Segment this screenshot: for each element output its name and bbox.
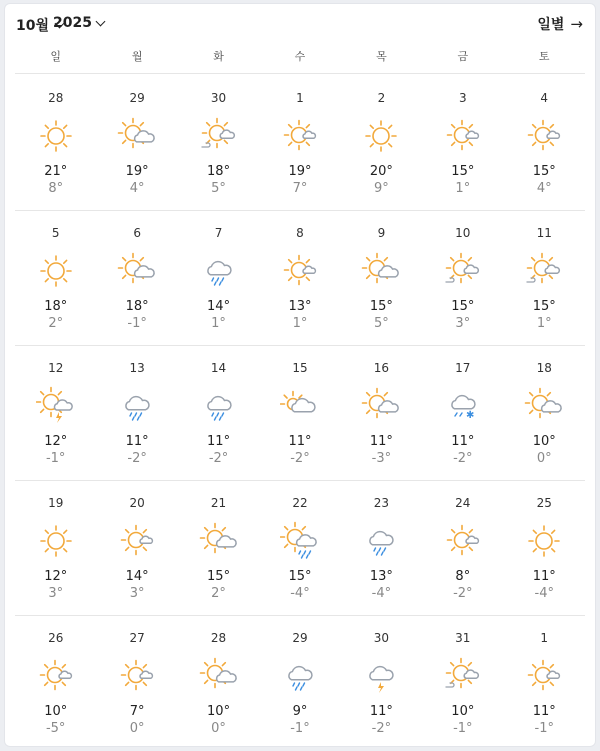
low-temperature: 1° — [292, 316, 308, 331]
high-temperature: 15° — [532, 164, 556, 179]
low-temperature: 0° — [129, 721, 145, 736]
high-temperature: 12° — [44, 434, 68, 449]
low-temperature: -5° — [45, 721, 66, 736]
thunder-weather-icon — [361, 656, 401, 696]
svg-text:✱: ✱ — [465, 410, 475, 421]
calendar-day-cell[interactable] — [96, 211, 177, 345]
day-number: 24 — [455, 496, 471, 510]
weekday-label: 목 — [376, 50, 387, 63]
low-temperature: 5° — [374, 316, 389, 331]
weekday-label: 수 — [294, 50, 306, 63]
day-number: 29 — [292, 631, 308, 645]
low-temperature: 8° — [48, 181, 64, 196]
low-temperature: 4° — [129, 181, 145, 196]
sunny-small-cloud-weather-icon — [280, 251, 320, 291]
day-number: 5 — [51, 226, 60, 240]
high-temperature: 8° — [455, 569, 471, 584]
low-temperature: -1° — [534, 721, 554, 736]
day-number: 28 — [210, 631, 227, 645]
day-number: 1 — [296, 91, 304, 105]
sunny-weather-icon — [524, 521, 564, 561]
partly-cloudy-weather-icon — [361, 251, 401, 291]
calendar-day-cell[interactable] — [259, 481, 340, 615]
weather-calendar-card — [4, 3, 596, 747]
low-temperature: 0° — [211, 721, 226, 736]
calendar-day-cell[interactable] — [422, 481, 503, 615]
weekday-header-row — [15, 48, 585, 74]
rain-weather-icon — [199, 386, 239, 426]
high-temperature: 15° — [207, 569, 231, 584]
calendar-week-row — [15, 346, 585, 481]
calendar-day-cell[interactable] — [422, 211, 503, 345]
weekday-label: 토 — [538, 50, 550, 63]
calendar-day-cell[interactable] — [96, 481, 177, 615]
weekday-label: 일 — [50, 50, 62, 63]
calendar-day-cell[interactable] — [341, 76, 422, 210]
calendar-day-cell[interactable] — [504, 211, 585, 345]
high-temperature: 11° — [207, 434, 231, 449]
low-temperature: -2° — [208, 451, 229, 466]
calendar-day-cell[interactable] — [96, 616, 177, 751]
sunny-small-cloud-weather-icon — [524, 116, 564, 156]
day-number: 17 — [455, 361, 471, 375]
year-selector[interactable] — [53, 15, 108, 31]
day-number: 20 — [129, 496, 145, 510]
high-temperature: 13° — [369, 569, 393, 584]
low-temperature: 1° — [211, 316, 226, 331]
low-temperature: -2° — [453, 586, 473, 601]
day-number: 15 — [292, 361, 308, 375]
high-temperature: 10° — [532, 434, 556, 449]
high-temperature: 14° — [125, 569, 149, 584]
calendar-day-cell[interactable] — [15, 211, 96, 345]
day-number: 8 — [296, 226, 304, 240]
sunny-small-cloud-weather-icon — [443, 116, 483, 156]
partly-cloudy-hazy-weather-icon — [199, 116, 239, 156]
calendar-day-cell[interactable] — [15, 481, 96, 615]
day-number: 18 — [536, 361, 552, 375]
day-number: 1 — [540, 631, 549, 645]
calendar-day-cell[interactable] — [504, 616, 585, 751]
low-temperature: 0° — [536, 451, 552, 466]
low-temperature: 7° — [292, 181, 308, 196]
sunny-thunder-weather-icon — [36, 386, 76, 426]
day-number: 19 — [48, 496, 64, 510]
day-number: 30 — [210, 91, 227, 105]
high-temperature: 11° — [369, 434, 393, 449]
calendar-week-row — [15, 76, 585, 211]
day-number: 31 — [455, 631, 471, 645]
day-number: 12 — [48, 361, 64, 375]
calendar-week-row — [15, 616, 585, 751]
day-number: 7 — [214, 226, 223, 240]
low-temperature: 5° — [211, 181, 226, 196]
high-temperature: 15° — [532, 299, 556, 314]
arrow-right-icon: → — [570, 15, 583, 33]
calendar-day-cell[interactable] — [96, 76, 177, 210]
rain-weather-icon — [280, 656, 320, 696]
day-number: 6 — [133, 226, 141, 240]
calendar-day-cell[interactable] — [178, 346, 259, 480]
calendar-day-cell[interactable] — [259, 211, 340, 345]
calendar-day-cell[interactable] — [422, 346, 503, 480]
partly-cloudy-weather-icon — [524, 386, 564, 426]
low-temperature: -1° — [127, 316, 147, 331]
sunny-weather-icon — [36, 521, 76, 561]
low-temperature: -4° — [371, 586, 392, 601]
day-number: 16 — [373, 361, 390, 375]
rain-weather-icon — [117, 386, 157, 426]
day-number: 4 — [540, 91, 549, 105]
partly-cloudy-weather-icon — [117, 251, 157, 291]
low-temperature: 3° — [48, 586, 64, 601]
calendar-header — [5, 4, 595, 44]
calendar-day-cell[interactable] — [178, 76, 259, 210]
high-temperature: 15° — [288, 569, 312, 584]
partly-cloudy-weather-icon — [199, 656, 239, 696]
calendar-day-cell[interactable] — [341, 211, 422, 345]
high-temperature: 11° — [125, 434, 149, 449]
sunny-small-cloud-weather-icon — [117, 656, 157, 696]
calendar-day-cell[interactable] — [422, 616, 503, 751]
day-number: 22 — [292, 496, 308, 510]
high-temperature: 19° — [288, 164, 312, 179]
high-temperature: 21° — [44, 164, 68, 179]
calendar-day-cell[interactable] — [341, 616, 422, 751]
day-number: 29 — [129, 91, 145, 105]
day-number: 28 — [48, 91, 64, 105]
high-temperature: 14° — [207, 299, 231, 314]
chevron-down-icon — [96, 16, 106, 26]
day-number: 23 — [373, 496, 390, 510]
daily-view-label: 일별 — [537, 17, 565, 33]
day-number: 26 — [48, 631, 64, 645]
low-temperature: 9° — [374, 181, 389, 196]
day-number: 30 — [373, 631, 390, 645]
sunny-small-cloud-weather-icon — [36, 656, 76, 696]
calendar-day-cell[interactable] — [341, 346, 422, 480]
low-temperature: -2° — [290, 451, 310, 466]
low-temperature: -3° — [371, 451, 392, 466]
calendar-week-row — [15, 211, 585, 346]
high-temperature: 11° — [532, 704, 556, 719]
sunny-small-cloud-weather-icon — [524, 656, 564, 696]
day-number: 3 — [459, 91, 467, 105]
mostly-cloudy-weather-icon — [280, 386, 320, 426]
day-number: 13 — [129, 361, 145, 375]
high-temperature: 13° — [288, 299, 312, 314]
calendar-day-cell[interactable] — [259, 346, 340, 480]
rain-weather-icon — [361, 521, 401, 561]
partly-cloudy-weather-icon — [361, 386, 401, 426]
calendar-day-cell[interactable] — [178, 481, 259, 615]
day-number: 10 — [455, 226, 471, 240]
month-label: 10월 — [16, 18, 50, 34]
partly-cloudy-hazy-weather-icon — [443, 251, 483, 291]
sunny-weather-icon — [361, 116, 401, 156]
high-temperature: 15° — [451, 164, 475, 179]
calendar-day-cell[interactable] — [504, 481, 585, 615]
rain-weather-icon — [199, 251, 239, 291]
low-temperature: 4° — [536, 181, 552, 196]
day-number: 25 — [536, 496, 552, 510]
high-temperature: 11° — [451, 434, 475, 449]
calendar-grid — [15, 76, 585, 751]
partly-cloudy-weather-icon — [117, 116, 157, 156]
calendar-day-cell[interactable] — [259, 616, 340, 751]
day-number: 14 — [210, 361, 227, 375]
high-temperature: 11° — [369, 704, 393, 719]
partly-cloudy-weather-icon — [199, 521, 239, 561]
high-temperature: 15° — [451, 299, 475, 314]
high-temperature: 18° — [44, 299, 68, 314]
low-temperature: 1° — [455, 181, 471, 196]
sunny-weather-icon — [36, 251, 76, 291]
calendar-day-cell[interactable] — [504, 346, 585, 480]
low-temperature: -2° — [127, 451, 147, 466]
calendar-day-cell[interactable] — [96, 346, 177, 480]
day-number: 11 — [536, 226, 552, 240]
weekday-label: 화 — [213, 50, 224, 63]
sleet-weather-icon — [443, 386, 483, 426]
calendar-week-row — [15, 481, 585, 616]
low-temperature: 3° — [455, 316, 471, 331]
low-temperature: 1° — [536, 316, 552, 331]
calendar-day-cell[interactable] — [15, 346, 96, 480]
partly-cloudy-hazy-weather-icon — [443, 656, 483, 696]
calendar-day-cell[interactable] — [178, 616, 259, 751]
daily-view-link[interactable] — [537, 14, 583, 34]
low-temperature: -4° — [290, 586, 310, 601]
high-temperature: 11° — [532, 569, 556, 584]
low-temperature: 2° — [48, 316, 64, 331]
high-temperature: 19° — [125, 164, 149, 179]
weekday-label: 금 — [457, 50, 469, 63]
day-number: 2 — [377, 91, 386, 105]
high-temperature: 11° — [288, 434, 312, 449]
low-temperature: -2° — [453, 451, 473, 466]
high-temperature: 18° — [207, 164, 231, 179]
high-temperature: 10° — [44, 704, 68, 719]
calendar-day-cell[interactable] — [15, 76, 96, 210]
low-temperature: -1° — [290, 721, 310, 736]
sunny-rain-weather-icon — [280, 521, 320, 561]
high-temperature: 9° — [292, 704, 308, 719]
calendar-day-cell[interactable] — [422, 76, 503, 210]
sunny-weather-icon — [36, 116, 76, 156]
low-temperature: -2° — [371, 721, 392, 736]
day-number: 27 — [129, 631, 145, 645]
high-temperature: 7° — [129, 704, 145, 719]
partly-cloudy-hazy-weather-icon — [524, 251, 564, 291]
calendar-day-cell[interactable] — [504, 76, 585, 210]
high-temperature: 10° — [207, 704, 231, 719]
high-temperature: 20° — [369, 164, 393, 179]
high-temperature: 15° — [369, 299, 393, 314]
high-temperature: 18° — [125, 299, 149, 314]
calendar-day-cell[interactable] — [341, 481, 422, 615]
sunny-small-cloud-weather-icon — [443, 521, 483, 561]
calendar-day-cell[interactable] — [15, 616, 96, 751]
day-number: 21 — [210, 496, 227, 510]
low-temperature: 2° — [211, 586, 226, 601]
sunny-small-cloud-weather-icon — [280, 116, 320, 156]
weekday-label: 월 — [131, 50, 143, 63]
low-temperature: -1° — [453, 721, 473, 736]
calendar-day-cell[interactable] — [178, 211, 259, 345]
low-temperature: 3° — [129, 586, 145, 601]
low-temperature: -4° — [534, 586, 554, 601]
calendar-day-cell[interactable] — [259, 76, 340, 210]
sunny-small-cloud-weather-icon — [117, 521, 157, 561]
day-number: 9 — [377, 226, 386, 240]
low-temperature: -1° — [45, 451, 66, 466]
high-temperature: 10° — [451, 704, 475, 719]
high-temperature: 12° — [44, 569, 68, 584]
year-label: 2025 — [53, 15, 92, 31]
